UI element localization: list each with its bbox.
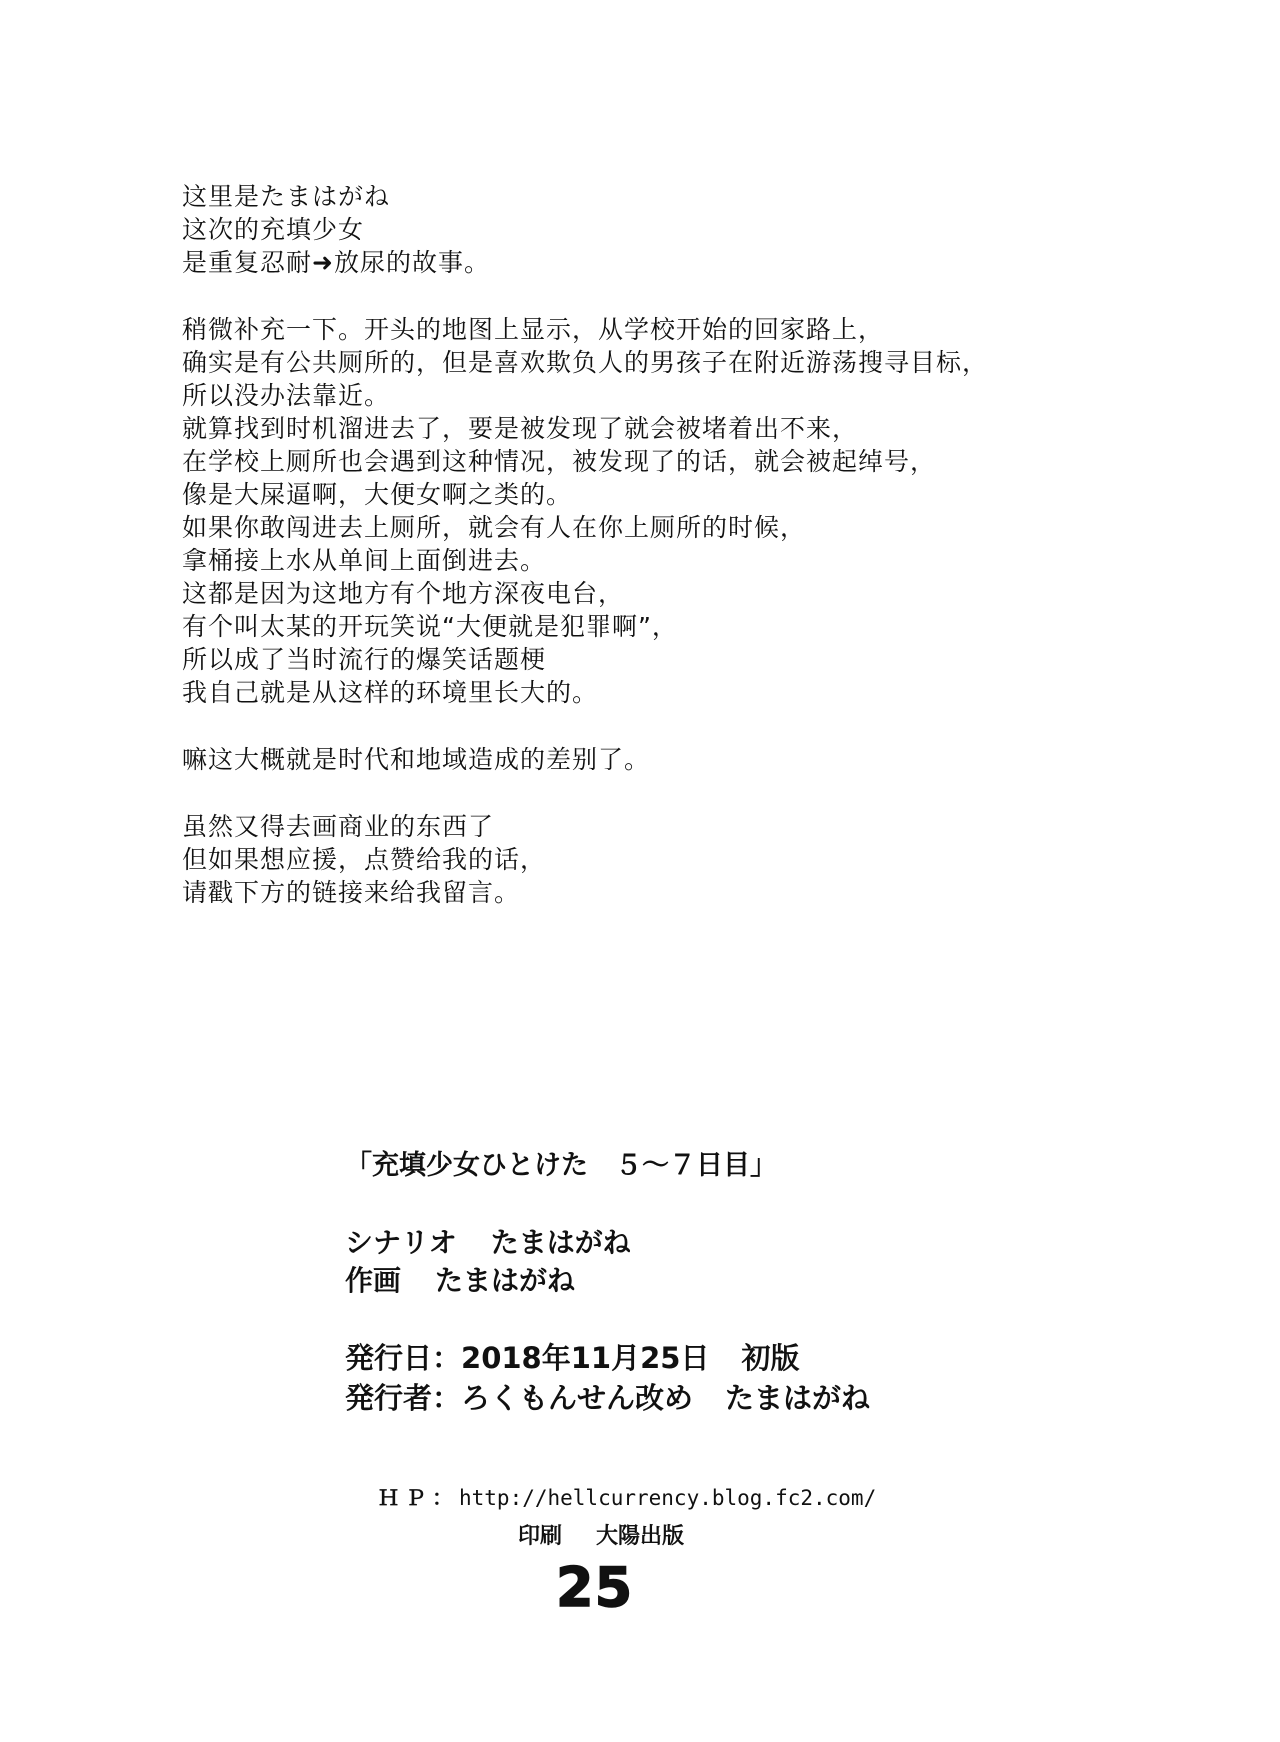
- release-label: 発行日：: [345, 1341, 462, 1375]
- afterword-line: 如果你敢闯进去上厕所，就会有人在你上厕所的时候，: [182, 513, 807, 542]
- afterword-line: 这都是因为这地方有个地方深夜电台，: [182, 579, 625, 608]
- colophon: [345, 1148, 1065, 1456]
- afterword-paragraph-1: [182, 180, 1082, 279]
- printer-label: 印刷: [518, 1524, 563, 1549]
- hp-label: ＨＰ：: [378, 1486, 459, 1510]
- afterword-line: 在学校上厕所也会遇到这种情况，被发现了的话，就会被起绰号，: [182, 447, 937, 476]
- book-title: 「充填少女ひとけた ５～７日目」: [345, 1150, 777, 1181]
- scenario-label: シナリオ: [345, 1226, 457, 1259]
- publisher-name: たまはがね: [725, 1381, 871, 1415]
- printer-name: 大陽出版: [596, 1524, 685, 1549]
- page-number: 25: [556, 1556, 634, 1619]
- afterword-line: 这里是たまはがね: [182, 182, 391, 211]
- afterword-line: 所以成了当时流行的爆笑话题梗: [182, 645, 547, 674]
- publisher-label: 発行者：: [345, 1381, 462, 1415]
- publisher-line: [345, 1378, 1065, 1418]
- afterword-line: 像是大屎逼啊，大便女啊之类的。: [182, 480, 573, 509]
- afterword-line: 确实是有公共厕所的，但是喜欢欺负人的男孩子在附近游荡搜寻目标，: [182, 348, 989, 377]
- afterword-line: 我自己就是从这样的环境里长大的。: [182, 678, 599, 707]
- afterword-line: 虽然又得去画商业的东西了: [182, 812, 495, 841]
- afterword-paragraph-2: [182, 313, 1082, 709]
- art-author: たまはがね: [435, 1264, 576, 1297]
- credits: [345, 1224, 1065, 1300]
- homepage-url[interactable]: http://hellcurrency.blog.fc2.com/: [459, 1486, 877, 1510]
- afterword-line: 就算找到时机溜进去了，要是被发现了就会被堵着出不来，: [182, 414, 859, 443]
- afterword-line: 这次的充填少女: [182, 215, 365, 244]
- art-credit: [345, 1262, 1065, 1300]
- afterword-paragraph-4: [182, 810, 1082, 909]
- afterword-line: 稍微补充一下。开头的地图上显示，从学校开始的回家路上，: [182, 315, 885, 344]
- afterword-line: 请戳下方的链接来给我留言。: [182, 878, 521, 907]
- publication-info: [345, 1338, 1065, 1418]
- afterword-line: 拿桶接上水从单间上面倒进去。: [182, 546, 547, 575]
- publisher-circle: ろくもんせん改め: [461, 1381, 694, 1415]
- scenario-author: たまはがね: [490, 1226, 631, 1259]
- afterword-line: 所以没办法靠近。: [182, 381, 391, 410]
- afterword-line: 嘛这大概就是时代和地域造成的差别了。: [182, 745, 651, 774]
- afterword-paragraph-3: [182, 743, 1082, 776]
- scenario-credit: [345, 1224, 1065, 1262]
- afterword-line: 是重复忍耐➜放尿的故事。: [182, 248, 490, 277]
- edition: 初版: [741, 1341, 800, 1375]
- afterword-line: 有个叫太某的开玩笑说“大便就是犯罪啊”，: [182, 612, 678, 641]
- afterword-text: [182, 180, 1082, 943]
- homepage-line: [378, 1484, 876, 1512]
- printer-line: [518, 1522, 684, 1552]
- afterword-line: 但如果想应援，点赞给我的话，: [182, 845, 547, 874]
- release-date: 2018年11月25日: [461, 1341, 710, 1375]
- art-label: 作画: [345, 1264, 402, 1297]
- release-line: [345, 1338, 1065, 1378]
